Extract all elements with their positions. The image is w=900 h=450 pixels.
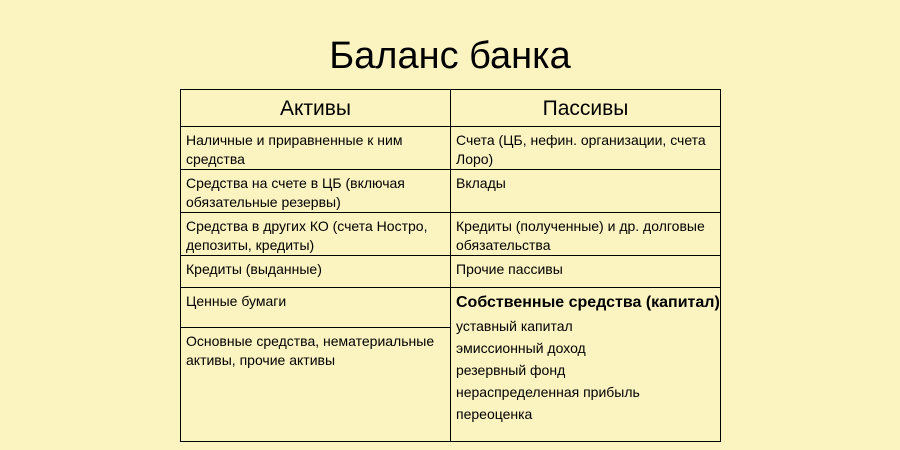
equity-item: переоценка [456, 406, 533, 422]
equity-item: нераспределенная прибыль [456, 384, 640, 400]
liability-cell [451, 170, 721, 213]
equity-item: резервный фонд [456, 362, 566, 378]
liability-other: Прочие пассивы [456, 261, 563, 277]
table-row [181, 288, 721, 328]
assets-header: Активы [181, 90, 451, 127]
table-row [181, 170, 721, 213]
asset-loans-issued: Кредиты (выданные) [186, 261, 322, 277]
equity-cell [451, 288, 721, 442]
liability-loans-received: Кредиты (полученные) и др. долговые обязательства [456, 218, 705, 253]
equity-item: эмиссионный доход [456, 340, 586, 356]
table-row [181, 256, 721, 288]
equity-list [456, 313, 720, 425]
table-row [181, 213, 721, 256]
asset-other-banks: Средства в других КО (счета Ностро, депозиты, кредиты) [186, 218, 428, 253]
table-header-row [181, 90, 721, 127]
liability-deposits: Вклады [456, 175, 506, 191]
asset-cb-account: Средства на счете в ЦБ (включая обязательные резервы) [186, 175, 405, 210]
liability-accounts: Счета (ЦБ, нефин. организации, счета Лоро) [456, 132, 706, 167]
table-row [181, 127, 721, 170]
liability-cell [451, 256, 721, 288]
page-title: Баланс банка [329, 35, 571, 77]
equity-item: уставный капитал [456, 318, 573, 334]
asset-securities: Ценные бумаги [186, 293, 287, 309]
equity-title: Собственные средства (капитал) [456, 294, 720, 311]
asset-cell [181, 170, 451, 213]
asset-cell [181, 288, 451, 328]
asset-cell [181, 127, 451, 170]
liabilities-header: Пассивы [451, 90, 721, 127]
balance-table [180, 89, 721, 442]
asset-cell [181, 213, 451, 256]
asset-fixed: Основные средства, нематериальные активы, прочие активы [186, 333, 435, 368]
asset-cell [181, 256, 451, 288]
liability-cell [451, 127, 721, 170]
liability-cell [451, 213, 721, 256]
asset-cash: Наличные и приравненные к ним средства [186, 132, 403, 167]
asset-cell [181, 328, 451, 442]
